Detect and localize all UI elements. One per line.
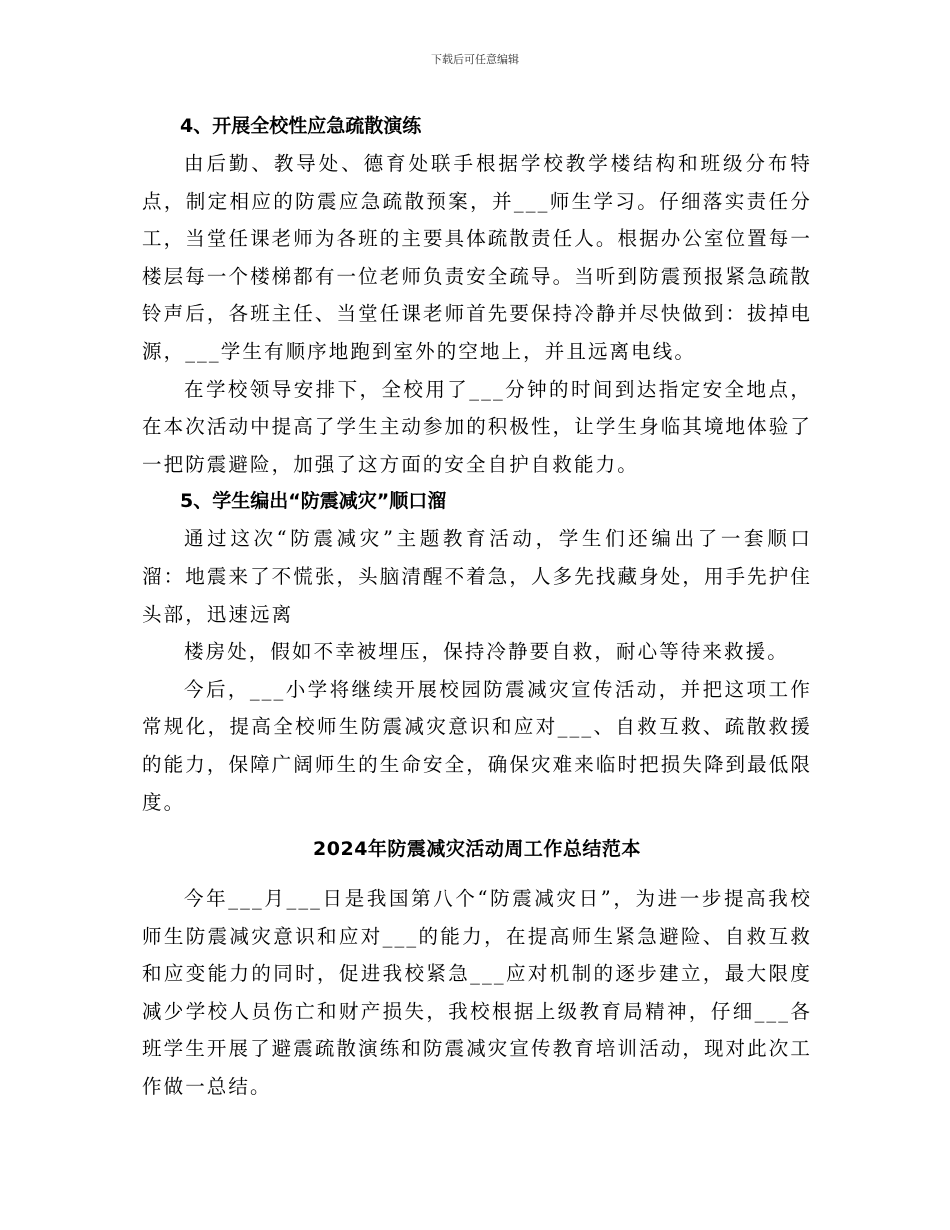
section-heading-4: 4、开展全校性应急疏散演练 xyxy=(180,115,422,137)
document-title: 2024年防震减灾活动周工作总结范本 xyxy=(313,838,641,861)
paragraph: 通过这次“防震减灾”主题教育活动，学生们还编出了一套顺口溜：地震来了不慌张，头脑清醒不着急，人多先找藏身处，用手先护住头部，迅速远离 xyxy=(142,527,812,626)
paragraph: 楼房处，假如不幸被埋压，保持冷静要自救，耐心等待来救援。 xyxy=(184,640,789,664)
paragraph: 今后，___小学将继续开展校园防震减灾宣传活动，并把这项工作常规化，提高全校师生防震减灾意识和应对___、自救互救、疏散救援的能力，保障广阔师生的生命安全，确保灾难来临时把损失降到最低限度。 xyxy=(142,677,812,814)
paragraph: 由后勤、教导处、德育处联手根据学校教学楼结构和班级分布特点，制定相应的防震应急疏散预案，并___师生学习。仔细落实责任分工，当堂任课老师为各班的主要具体疏散责任人。根据办公室位置每一楼层每一个楼梯都有一位老师负责安全疏导。当听到防震预报紧急疏散铃声后，各班主任、当堂任课老师首先要保持冷静并尽快做到：拔掉电源，___学生有顺序地跑到室外的空地上，并且远离电线。 xyxy=(142,152,812,363)
section-heading-5: 5、学生编出“防震减灾”顺口溜 xyxy=(180,490,447,513)
paragraph: 在学校领导安排下，全校用了___分钟的时间到达指定安全地点，在本次活动中提高了学生主动参加的积极性，让学生身临其境地体验了一把防震避险，加强了这方面的安全自护自救能力。 xyxy=(142,377,812,476)
document-body xyxy=(142,108,812,1106)
paragraph: 今年___月___日是我国第八个“防震减灾日”，为进一步提高我校师生防震减灾意识和应对___的能力，在提高师生紧急避险、自救互救和应变能力的同时，促进我校紧急___应对机制的逐步建立，最大限度减少学校人员伤亡和财产损失，我校根据上级教育局精神，仔细___各班学生开展了避震疏散演练和防震减灾宣传教育培训活动，现对此次工作做一总结。 xyxy=(142,887,812,1099)
page-header: 下载后可任意编辑 xyxy=(431,53,519,66)
